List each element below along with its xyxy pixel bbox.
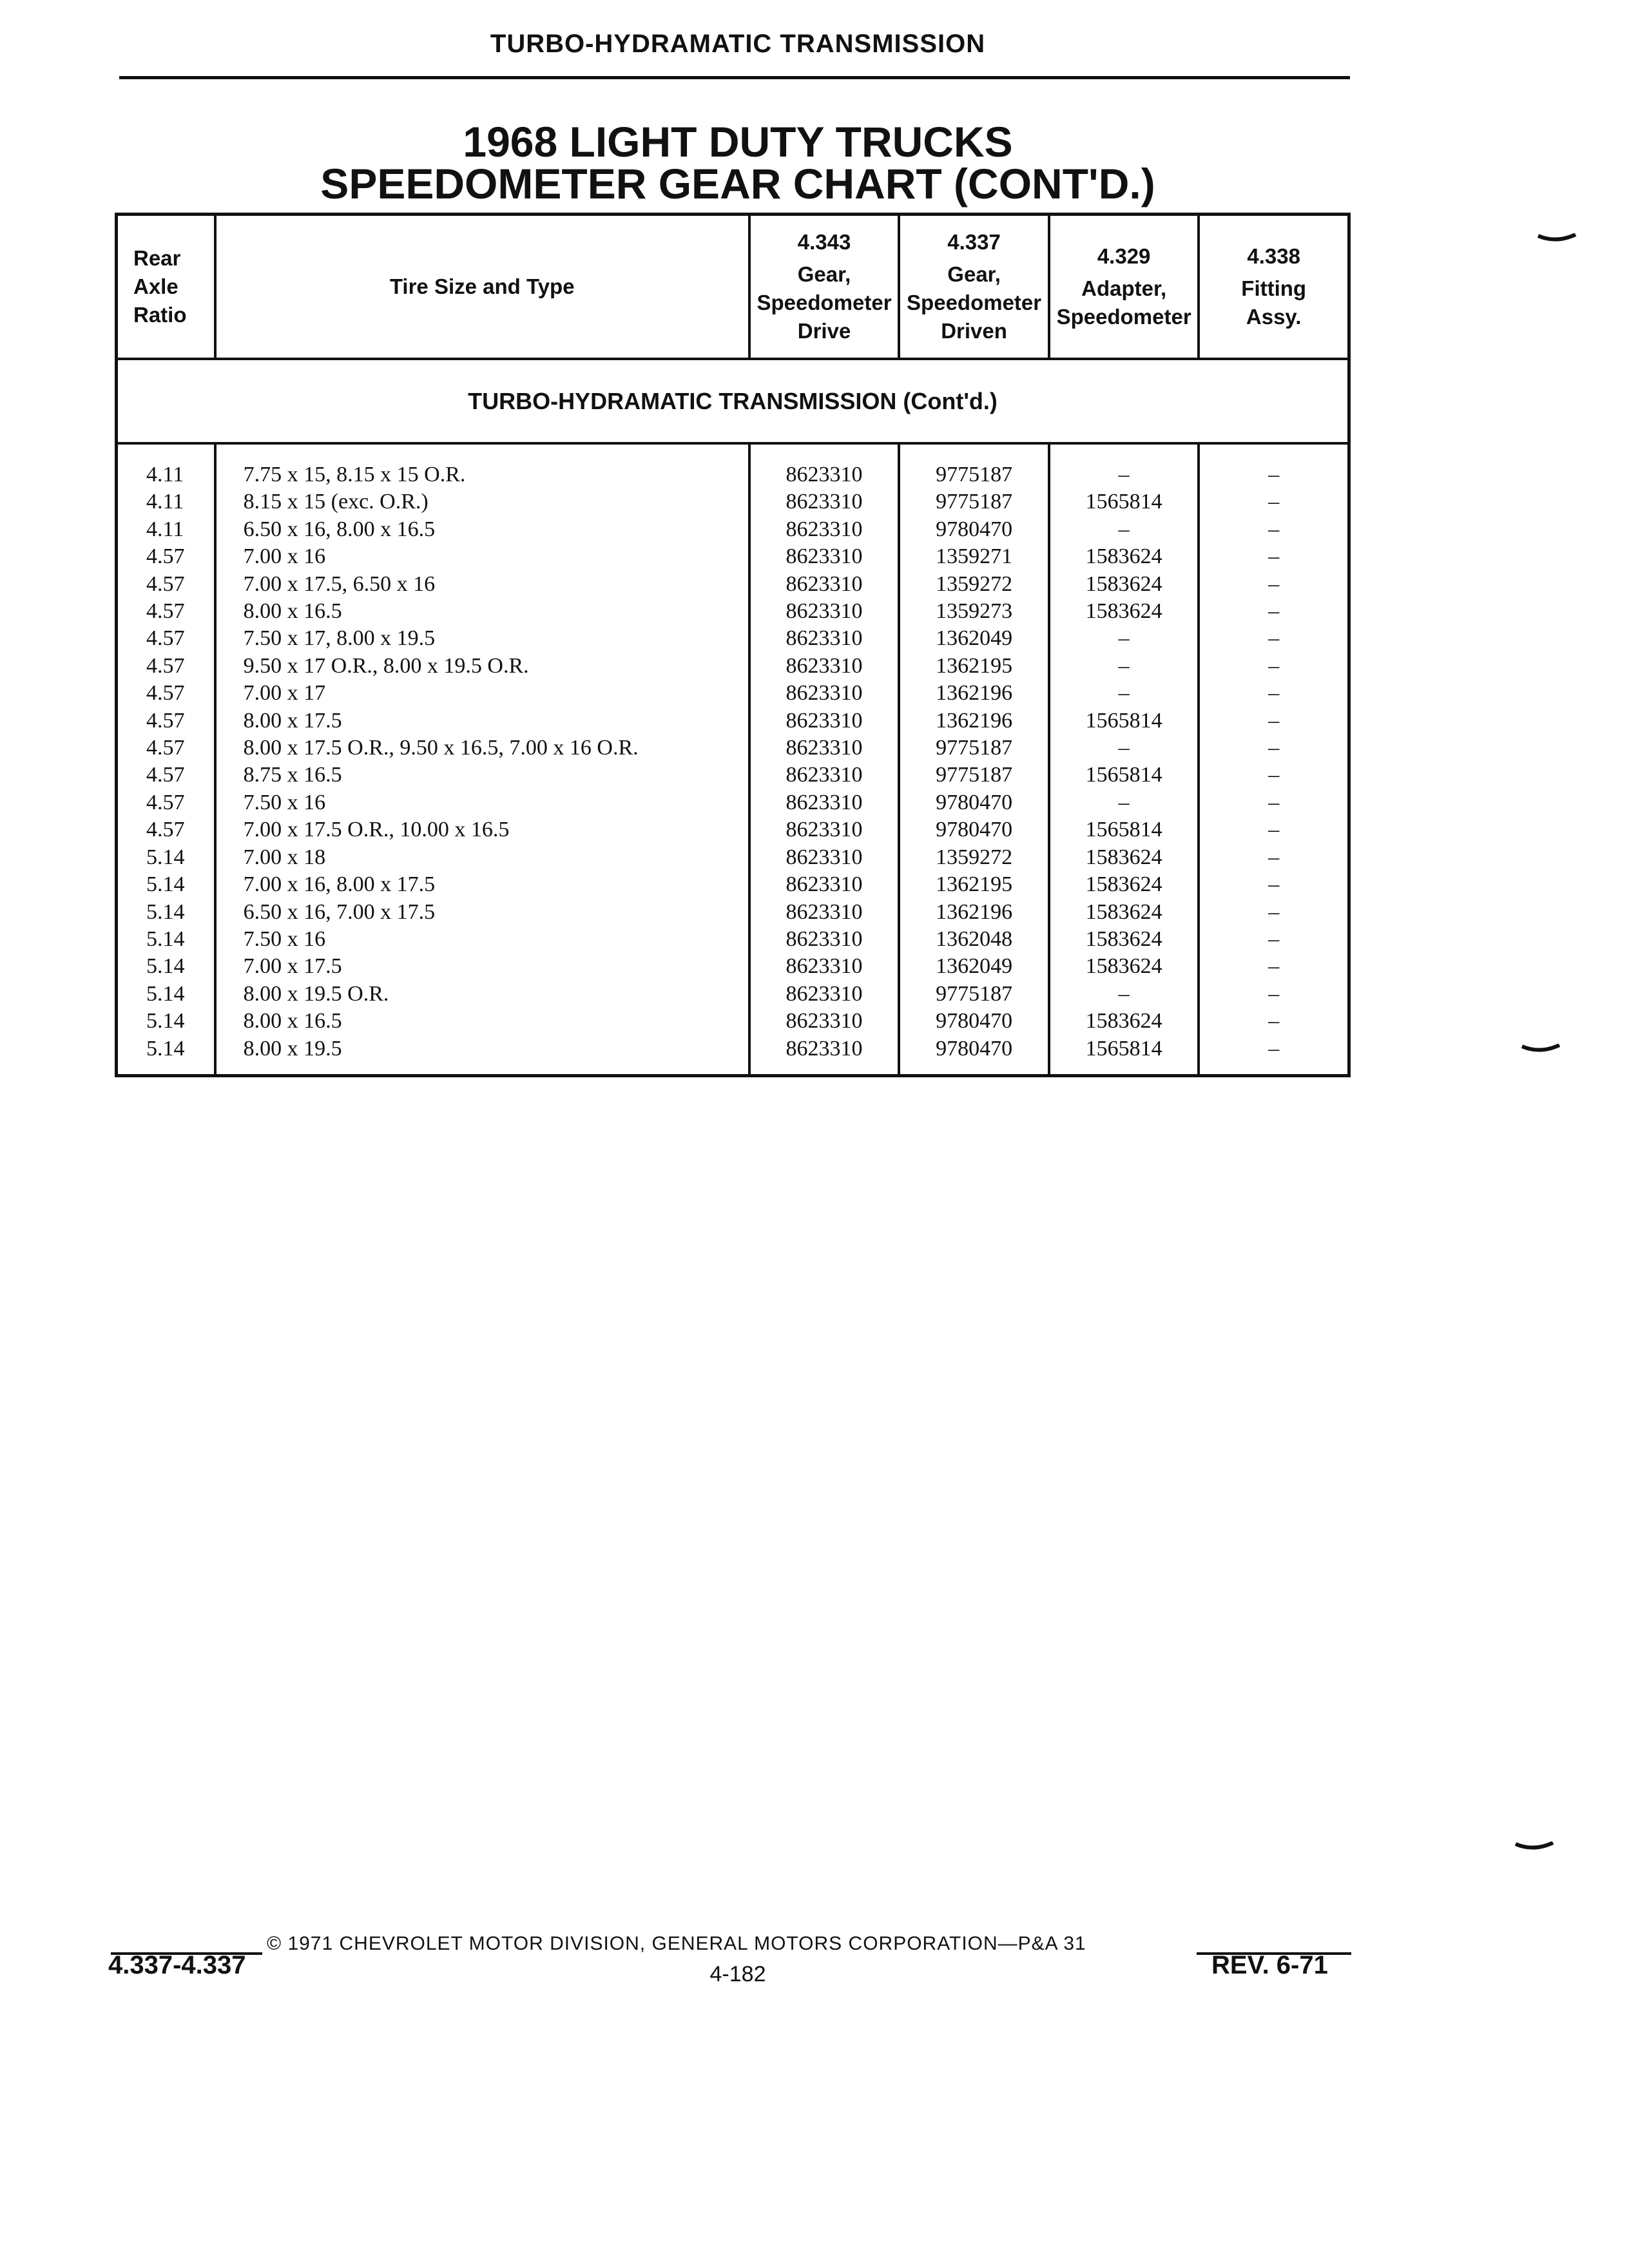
table-row: [117, 1008, 1349, 1035]
cell-drive-gear: 8623310: [749, 488, 900, 515]
cell-tire-size: 8.15 x 15 (exc. O.R.): [215, 488, 749, 515]
cell-adapter: –: [1049, 653, 1199, 680]
cell-fitting: –: [1199, 543, 1349, 570]
column-label-line: Axle: [133, 274, 178, 298]
cell-drive-gear: 8623310: [749, 443, 900, 488]
cell-axle-ratio: 4.57: [117, 816, 215, 843]
cell-axle-ratio: 4.57: [117, 735, 215, 762]
cell-driven-gear: 1362049: [899, 953, 1049, 980]
cell-adapter: 1583624: [1049, 598, 1199, 625]
table-row: [117, 816, 1349, 843]
cell-fitting: –: [1199, 789, 1349, 816]
column-part-code: 4.338: [1247, 244, 1300, 268]
column-adapter: [1049, 215, 1199, 360]
column-label-line: Gear,: [947, 262, 1001, 286]
cell-fitting: –: [1199, 816, 1349, 843]
binder-tick-mark: [1514, 1841, 1554, 1852]
column-label-line: Adapter,: [1081, 276, 1167, 300]
cell-axle-ratio: 4.57: [117, 680, 215, 707]
cell-drive-gear: 8623310: [749, 735, 900, 762]
cell-drive-gear: 8623310: [749, 680, 900, 707]
cell-tire-size: 7.50 x 17, 8.00 x 19.5: [215, 625, 749, 652]
cell-driven-gear: 1362195: [899, 871, 1049, 898]
cell-adapter: 1583624: [1049, 543, 1199, 570]
cell-tire-size: 7.00 x 18: [215, 844, 749, 871]
cell-axle-ratio: 4.57: [117, 625, 215, 652]
cell-axle-ratio: 5.14: [117, 981, 215, 1008]
cell-adapter: 1583624: [1049, 953, 1199, 980]
speedometer-gear-table: [115, 213, 1351, 1077]
cell-driven-gear: 9775187: [899, 443, 1049, 488]
table-row: [117, 707, 1349, 735]
cell-fitting: –: [1199, 871, 1349, 898]
revision-label: REV. 6-71: [1211, 1951, 1328, 1979]
cell-drive-gear: 8623310: [749, 871, 900, 898]
cell-adapter: 1583624: [1049, 571, 1199, 598]
table-row: [117, 1035, 1349, 1076]
footer-copyright: © 1971 CHEVROLET MOTOR DIVISION, GENERAL MOTORS CORPORATION—P&A 31: [267, 1933, 1086, 1954]
cell-drive-gear: 8623310: [749, 953, 900, 980]
cell-fitting: –: [1199, 953, 1349, 980]
column-label-line: Tire Size and Type: [389, 274, 575, 298]
cell-drive-gear: 8623310: [749, 653, 900, 680]
cell-tire-size: 8.75 x 16.5: [215, 762, 749, 789]
cell-driven-gear: 1359272: [899, 571, 1049, 598]
cell-adapter: 1565814: [1049, 762, 1199, 789]
column-part-code: 4.329: [1097, 244, 1151, 268]
section-row: [117, 359, 1349, 443]
cell-tire-size: 8.00 x 16.5: [215, 1008, 749, 1035]
cell-axle-ratio: 5.14: [117, 953, 215, 980]
table-body: [117, 359, 1349, 1075]
cell-axle-ratio: 4.11: [117, 443, 215, 488]
cell-tire-size: 8.00 x 17.5: [215, 707, 749, 735]
table-row: [117, 653, 1349, 680]
cell-fitting: –: [1199, 926, 1349, 953]
cell-driven-gear: 9775187: [899, 488, 1049, 515]
cell-tire-size: 7.00 x 17.5: [215, 953, 749, 980]
binder-tick-mark: [1537, 233, 1577, 244]
column-tire-size-type: [215, 215, 749, 360]
column-gear-drive: [749, 215, 900, 360]
cell-axle-ratio: 5.14: [117, 844, 215, 871]
cell-driven-gear: 9780470: [899, 516, 1049, 543]
table-row: [117, 680, 1349, 707]
cell-adapter: –: [1049, 981, 1199, 1008]
cell-tire-size: 7.00 x 16, 8.00 x 17.5: [215, 871, 749, 898]
cell-drive-gear: 8623310: [749, 571, 900, 598]
column-label-line: Rear: [133, 246, 181, 270]
binder-tick-mark: [1521, 1044, 1561, 1054]
cell-tire-size: 8.00 x 19.5 O.R.: [215, 981, 749, 1008]
cell-axle-ratio: 5.14: [117, 899, 215, 926]
cell-driven-gear: 1362195: [899, 653, 1049, 680]
cell-tire-size: 6.50 x 16, 8.00 x 16.5: [215, 516, 749, 543]
page-subtitle: SPEEDOMETER GEAR CHART (CONT'D.): [320, 160, 1155, 207]
table-row: [117, 789, 1349, 816]
cell-tire-size: 7.75 x 15, 8.15 x 15 O.R.: [215, 443, 749, 488]
header-row: [117, 215, 1349, 360]
cell-driven-gear: 9775187: [899, 735, 1049, 762]
cell-fitting: –: [1199, 899, 1349, 926]
running-head: TURBO-HYDRAMATIC TRANSMISSION: [490, 30, 986, 58]
cell-axle-ratio: 5.14: [117, 1035, 215, 1076]
cell-axle-ratio: 4.57: [117, 571, 215, 598]
cell-drive-gear: 8623310: [749, 844, 900, 871]
cell-tire-size: 9.50 x 17 O.R., 8.00 x 19.5 O.R.: [215, 653, 749, 680]
cell-driven-gear: 1362196: [899, 899, 1049, 926]
cell-adapter: –: [1049, 516, 1199, 543]
cell-driven-gear: 9775187: [899, 762, 1049, 789]
cell-drive-gear: 8623310: [749, 789, 900, 816]
cell-fitting: –: [1199, 1008, 1349, 1035]
column-label-line: Assy.: [1246, 305, 1302, 329]
cell-drive-gear: 8623310: [749, 516, 900, 543]
page-title: 1968 LIGHT DUTY TRUCKS: [463, 118, 1013, 166]
cell-axle-ratio: 4.57: [117, 707, 215, 735]
cell-driven-gear: 1362049: [899, 625, 1049, 652]
column-label-line: Ratio: [133, 303, 187, 327]
cell-tire-size: 7.50 x 16: [215, 789, 749, 816]
cell-drive-gear: 8623310: [749, 899, 900, 926]
table-row: [117, 762, 1349, 789]
cell-adapter: 1583624: [1049, 926, 1199, 953]
cell-tire-size: 8.00 x 17.5 O.R., 9.50 x 16.5, 7.00 x 16 O.R.: [215, 735, 749, 762]
cell-fitting: –: [1199, 680, 1349, 707]
cell-adapter: 1565814: [1049, 488, 1199, 515]
cell-axle-ratio: 4.11: [117, 516, 215, 543]
column-label-line: Speedometer: [1056, 305, 1191, 329]
table-row: [117, 543, 1349, 570]
cell-adapter: 1583624: [1049, 899, 1199, 926]
cell-drive-gear: 8623310: [749, 543, 900, 570]
cell-driven-gear: 1359272: [899, 844, 1049, 871]
table-row: [117, 899, 1349, 926]
cell-tire-size: 7.50 x 16: [215, 926, 749, 953]
cell-adapter: –: [1049, 789, 1199, 816]
cell-fitting: –: [1199, 443, 1349, 488]
column-label-line: Speedometer: [757, 291, 892, 314]
cell-adapter: 1565814: [1049, 707, 1199, 735]
cell-adapter: 1583624: [1049, 844, 1199, 871]
table-row: [117, 953, 1349, 980]
cell-driven-gear: 1362048: [899, 926, 1049, 953]
table-row: [117, 625, 1349, 652]
cell-drive-gear: 8623310: [749, 926, 900, 953]
cell-tire-size: 6.50 x 16, 7.00 x 17.5: [215, 899, 749, 926]
cell-axle-ratio: 4.57: [117, 543, 215, 570]
column-gear-driven: [899, 215, 1049, 360]
cell-tire-size: 7.00 x 17.5 O.R., 10.00 x 16.5: [215, 816, 749, 843]
cell-fitting: –: [1199, 598, 1349, 625]
cell-drive-gear: 8623310: [749, 981, 900, 1008]
cell-driven-gear: 1362196: [899, 680, 1049, 707]
cell-driven-gear: 9775187: [899, 981, 1049, 1008]
cell-axle-ratio: 5.14: [117, 871, 215, 898]
cell-fitting: –: [1199, 516, 1349, 543]
cell-tire-size: 8.00 x 19.5: [215, 1035, 749, 1076]
cell-axle-ratio: 4.11: [117, 488, 215, 515]
cell-driven-gear: 1359271: [899, 543, 1049, 570]
cell-fitting: –: [1199, 625, 1349, 652]
cell-tire-size: 7.00 x 16: [215, 543, 749, 570]
cell-drive-gear: 8623310: [749, 816, 900, 843]
footer-section-code: 4.337-4.337: [108, 1951, 246, 1979]
cell-fitting: –: [1199, 488, 1349, 515]
cell-fitting: –: [1199, 571, 1349, 598]
cell-driven-gear: 1359273: [899, 598, 1049, 625]
table-row: [117, 571, 1349, 598]
cell-drive-gear: 8623310: [749, 598, 900, 625]
cell-fitting: –: [1199, 1035, 1349, 1076]
header-rule: [119, 76, 1350, 79]
cell-fitting: –: [1199, 735, 1349, 762]
section-title: TURBO-HYDRAMATIC TRANSMISSION (Cont'd.): [117, 359, 1349, 443]
table-row: [117, 443, 1349, 488]
cell-drive-gear: 8623310: [749, 762, 900, 789]
cell-axle-ratio: 5.14: [117, 926, 215, 953]
cell-adapter: 1583624: [1049, 871, 1199, 898]
cell-drive-gear: 8623310: [749, 1035, 900, 1076]
column-label-line: Gear,: [797, 262, 851, 286]
cell-adapter: 1565814: [1049, 816, 1199, 843]
cell-adapter: 1565814: [1049, 1035, 1199, 1076]
cell-axle-ratio: 4.57: [117, 653, 215, 680]
table-header: [117, 215, 1349, 360]
cell-tire-size: 7.00 x 17.5, 6.50 x 16: [215, 571, 749, 598]
cell-driven-gear: 1362196: [899, 707, 1049, 735]
cell-fitting: –: [1199, 707, 1349, 735]
cell-adapter: 1583624: [1049, 1008, 1199, 1035]
column-label-line: Fitting: [1241, 276, 1307, 300]
cell-tire-size: 7.00 x 17: [215, 680, 749, 707]
cell-axle-ratio: 5.14: [117, 1008, 215, 1035]
cell-drive-gear: 8623310: [749, 625, 900, 652]
table-row: [117, 598, 1349, 625]
cell-drive-gear: 8623310: [749, 707, 900, 735]
cell-axle-ratio: 4.57: [117, 598, 215, 625]
column-rear-axle-ratio: [117, 215, 215, 360]
cell-driven-gear: 9780470: [899, 789, 1049, 816]
cell-adapter: –: [1049, 735, 1199, 762]
column-label-line: Drive: [797, 319, 851, 343]
table-row: [117, 488, 1349, 515]
table-row: [117, 516, 1349, 543]
table-row: [117, 735, 1349, 762]
cell-fitting: –: [1199, 762, 1349, 789]
table-row: [117, 871, 1349, 898]
cell-driven-gear: 9780470: [899, 1008, 1049, 1035]
table-row: [117, 844, 1349, 871]
cell-fitting: –: [1199, 844, 1349, 871]
column-part-code: 4.343: [797, 230, 851, 254]
column-label-line: Speedometer: [907, 291, 1042, 314]
column-label-line: Driven: [941, 319, 1007, 343]
table-row: [117, 926, 1349, 953]
cell-axle-ratio: 4.57: [117, 762, 215, 789]
cell-fitting: –: [1199, 981, 1349, 1008]
cell-driven-gear: 9780470: [899, 1035, 1049, 1076]
page-number: 4-182: [709, 1962, 766, 1986]
table-row: [117, 981, 1349, 1008]
cell-drive-gear: 8623310: [749, 1008, 900, 1035]
cell-adapter: –: [1049, 680, 1199, 707]
cell-axle-ratio: 4.57: [117, 789, 215, 816]
cell-driven-gear: 9780470: [899, 816, 1049, 843]
cell-adapter: –: [1049, 443, 1199, 488]
cell-fitting: –: [1199, 653, 1349, 680]
cell-adapter: –: [1049, 625, 1199, 652]
column-part-code: 4.337: [947, 230, 1001, 254]
column-fitting: [1199, 215, 1349, 360]
cell-tire-size: 8.00 x 16.5: [215, 598, 749, 625]
